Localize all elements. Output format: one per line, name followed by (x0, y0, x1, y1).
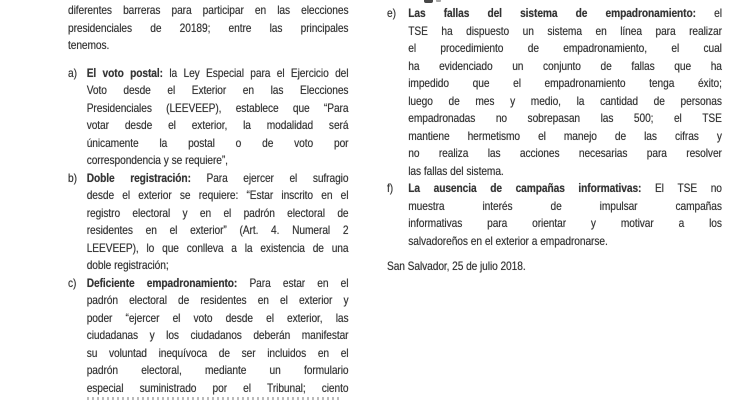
text-line: LEEVEEP), lo que conlleva a la existencia de una (86, 240, 349, 255)
item-letter: e) (387, 6, 396, 20)
text-line: diferentes barreras para participar en las elecciones (68, 3, 349, 17)
clipped-line-fragment (87, 397, 340, 400)
text-line: mantiene hermetismo el manejo de las cifras y (408, 128, 722, 143)
text-line: Voto desde el Exterior en las Elecciones (86, 83, 349, 97)
text-line: salvadoreños en el exterior a empadronarse. (408, 233, 608, 248)
list-item (387, 180, 722, 250)
text-line: las fallas del sistema. (408, 163, 504, 178)
left-text-column (68, 2, 349, 397)
text-line: su voluntad inequívoca de ser incluidos en el (86, 345, 349, 360)
text-line: informativas para orientar y motivar a los (408, 216, 722, 230)
text-line: padrón electoral de residentes en el exterior y (86, 293, 349, 307)
text-line: ciudadanas y los ciudadanos deberán manifestar (86, 328, 349, 342)
text-line: luego de mes y medio, la cantidad de personas (408, 93, 722, 108)
dateline: San Salvador, 25 de julio 2018. (387, 258, 526, 273)
text-line: doble registración; (86, 258, 169, 272)
text-line: ha evidenciado un conjunto de fallas que ha (408, 58, 722, 73)
text-line: TSE ha dispuesto un sistema en línea para realizar (408, 23, 722, 38)
item-letter: f) (387, 181, 394, 195)
text-line: Las fallas del sistema de empadronamiento: el (408, 6, 722, 20)
list-item (68, 65, 349, 170)
text-line: muestra interés de impulsar campañas (408, 198, 722, 213)
clipped-line-fragment (436, 0, 441, 2)
text-line: tenemos. (68, 38, 110, 52)
text-line: impedido que el empadronamiento tenga éxito; (408, 76, 722, 90)
text-line: padrón electoral, mediante un formulario (86, 363, 349, 377)
item-letter: b) (68, 170, 77, 185)
text-line: desde el exterior se requiere: “Estar inscrito en el (86, 188, 349, 202)
text-line: registro electoral y en el padrón electoral de (86, 205, 349, 220)
text-line: Presidenciales (LEEVEEP), establece que “Para (86, 100, 349, 115)
right-text-column (387, 5, 722, 275)
text-line: especial suministrado por el Tribunal; ciento (86, 380, 349, 395)
text-line: el procedimiento de empadronamiento, el cual (408, 41, 722, 55)
text-line: La ausencia de campañas informativas: El TSE no (408, 181, 722, 195)
text-line: correspondencia y se requiere”, (86, 153, 228, 167)
list-item (68, 170, 349, 275)
item-letter: a) (68, 65, 77, 80)
text-line: votar desde el exterior, la modalidad será (86, 118, 349, 132)
text-line: Deficiente empadronamiento: Para estar en el (86, 275, 349, 290)
text-line: Doble registración: Para ejercer el sufragio (86, 170, 349, 185)
clipped-line-fragment (424, 0, 433, 3)
text-line: empadronadas no sobrepasan las 500; el TSE (408, 111, 722, 125)
text-line: poder “ejercer el voto desde el exterior, las (86, 310, 349, 325)
text-line: El voto postal: la Ley Especial para el Ejercicio del (86, 65, 349, 80)
text-line: residentes en el exterior” (Art. 4. Numeral 2 (86, 223, 349, 237)
text-line: únicamente la postal o de voto por (86, 135, 349, 150)
right-column-items (387, 5, 722, 250)
list-item (387, 5, 722, 180)
text-line: presidenciales de 20189; entre las principales (68, 20, 349, 35)
paragraph (68, 2, 349, 55)
text-line: no realiza las acciones necesarias para resolver (408, 146, 722, 160)
list-item (68, 275, 349, 398)
item-letter: c) (68, 275, 77, 290)
